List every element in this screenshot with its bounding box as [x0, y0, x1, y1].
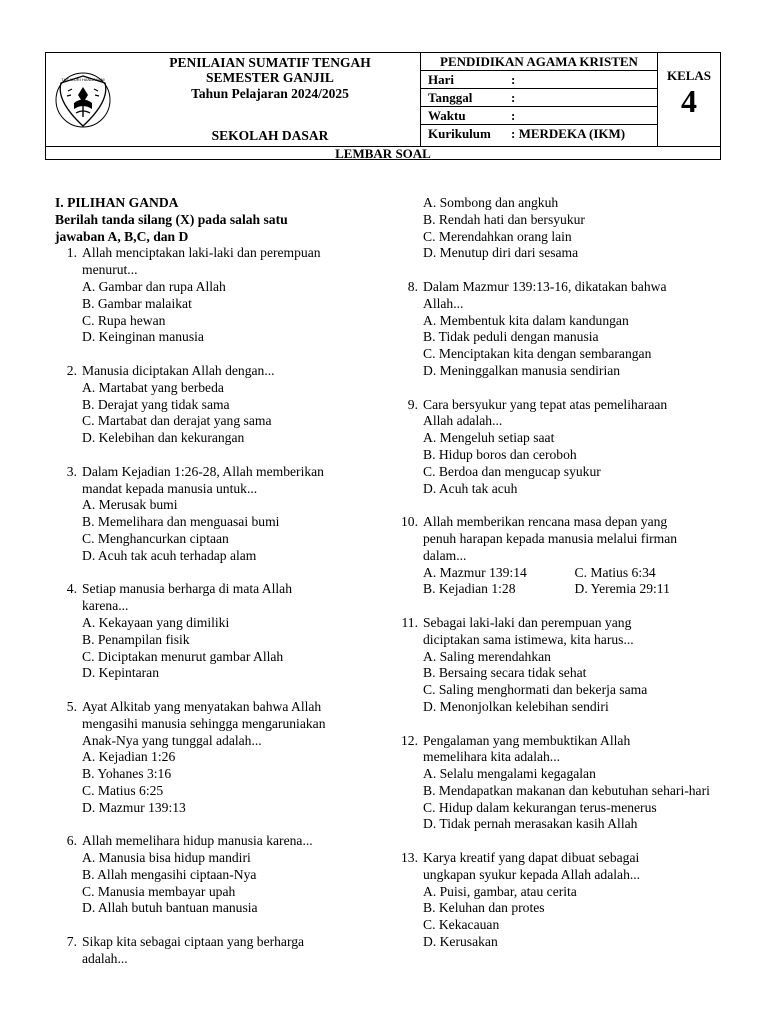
question-number: 4.: [66, 581, 77, 597]
answer-option[interactable]: D. Mazmur 139:13: [82, 799, 186, 815]
question-item: [55, 363, 395, 447]
answer-option[interactable]: C. Rupa hewan: [82, 312, 166, 328]
answer-option[interactable]: B. Hidup boros dan ceroboh: [423, 446, 577, 462]
question-number: 12.: [401, 732, 418, 748]
question-7-options: [396, 195, 726, 262]
answer-option[interactable]: D. Menutup diri dari sesama: [423, 245, 579, 261]
answer-option[interactable]: C. Matius 6:25: [82, 782, 164, 798]
left-column: [55, 195, 395, 968]
question-text: Allah memberikan rencana masa depan yang: [423, 514, 668, 530]
answer-option[interactable]: A. Gambar dan rupa Allah: [82, 278, 226, 294]
option-row: [423, 581, 726, 598]
answer-option[interactable]: B. Allah mengasihi ciptaan-Nya: [82, 866, 257, 882]
info-value: : MERDEKA (IKM): [511, 126, 626, 141]
question-item: [55, 245, 395, 346]
question-text: Cara bersyukur yang tepat atas pemeliharaan: [423, 396, 668, 412]
info-row-kurikulum: [421, 125, 657, 142]
question-text: Allah menciptakan laki-laki dan perempuan: [82, 245, 321, 261]
answer-option[interactable]: D. Tidak pernah merasakan kasih Allah: [423, 816, 638, 832]
info-value: :: [511, 72, 516, 87]
answer-option[interactable]: B. Gambar malaikat: [82, 295, 192, 311]
answer-option[interactable]: B. Derajat yang tidak sama: [82, 396, 230, 412]
question-text: mandat kepada manusia untuk...: [82, 480, 258, 496]
question-item: [396, 615, 726, 716]
answer-option[interactable]: A. Sombong dan angkuh: [423, 195, 559, 210]
question-text: Setiap manusia berharga di mata Allah: [82, 581, 293, 597]
answer-option[interactable]: D. Yeremia 29:11: [574, 581, 670, 597]
answer-option[interactable]: B. Yohanes 3:16: [82, 766, 172, 782]
question-item: [396, 733, 726, 834]
question-text: Dalam Mazmur 139:13-16, dikatakan bahwa: [423, 278, 667, 294]
answer-option[interactable]: B. Rendah hati dan bersyukur: [423, 211, 585, 227]
info-label: Tanggal: [428, 90, 473, 105]
question-text: penuh harapan kepada manusia melalui firman: [423, 530, 678, 546]
question-text: Sebagai laki-laki dan perempuan yang: [423, 614, 632, 630]
question-item: [396, 397, 726, 498]
logo-lettering: TUT WURI HANDAYANI: [61, 77, 105, 82]
answer-option[interactable]: D. Acuh tak acuh terhadap alam: [82, 547, 257, 563]
question-text: Allah memelihara hidup manusia karena...: [82, 833, 313, 849]
answer-option[interactable]: C. Kekacauan: [423, 917, 500, 933]
question-text: ungkapan syukur kepada Allah adalah...: [423, 866, 641, 882]
academic-year: Tahun Pelajaran 2024/2025: [191, 86, 349, 101]
subject-name: PENDIDIKAN AGAMA KRISTEN: [440, 54, 638, 69]
exam-title-line1: PENILAIAN SUMATIF TENGAH: [169, 55, 371, 70]
question-item: [396, 279, 726, 380]
question-number: 3.: [66, 463, 77, 479]
kelas-label: KELAS: [666, 68, 712, 83]
question-item: [396, 514, 726, 598]
kelas-block: [658, 53, 720, 146]
question-text: Allah adalah...: [423, 413, 503, 429]
question-number: 5.: [66, 698, 77, 714]
answer-option[interactable]: B. Keluhan dan protes: [423, 900, 545, 916]
logo-cell: [46, 53, 121, 146]
question-item: [396, 850, 726, 951]
question-text: adalah...: [82, 950, 128, 966]
section-title: I. PILIHAN GANDA: [55, 195, 179, 210]
answer-option[interactable]: C. Diciptakan menurut gambar Allah: [82, 648, 284, 664]
answer-option[interactable]: C. Menghancurkan ciptaan: [82, 530, 229, 546]
answer-option[interactable]: A. Saling merendahkan: [423, 648, 551, 664]
question-text: Allah...: [423, 295, 464, 311]
answer-option[interactable]: D. Allah butuh bantuan manusia: [82, 900, 258, 916]
question-item: [55, 699, 395, 817]
info-label: Hari: [428, 72, 454, 87]
answer-option[interactable]: A. Kejadian 1:26: [82, 749, 176, 765]
answer-option[interactable]: B. Mendapatkan makanan dan kebutuhan sehari-hari: [423, 782, 710, 798]
info-label: Waktu: [428, 108, 466, 123]
info-value: :: [511, 108, 516, 123]
answer-option[interactable]: D. Kerusakan: [423, 934, 498, 950]
question-number: 13.: [401, 850, 418, 866]
answer-option[interactable]: D. Keinginan manusia: [82, 329, 204, 345]
answer-option[interactable]: C. Menciptakan kita dengan sembarangan: [423, 346, 652, 362]
exam-info-block: [420, 53, 658, 146]
school-level: SEKOLAH DASAR: [211, 128, 329, 143]
info-value: :: [511, 90, 516, 105]
question-number: 8.: [407, 278, 418, 294]
question-text: Manusia diciptakan Allah dengan...: [82, 362, 275, 378]
tut-wuri-handayani-logo: [46, 53, 121, 146]
question-number: 2.: [66, 362, 77, 378]
question-item: [55, 464, 395, 565]
question-number: 11.: [401, 614, 418, 630]
question-text: Anak-Nya yang tunggal adalah...: [82, 732, 262, 748]
answer-option[interactable]: C. Martabat dan derajat yang sama: [82, 413, 272, 429]
answer-option[interactable]: A. Puisi, gambar, atau cerita: [423, 883, 577, 899]
right-column: [396, 195, 726, 951]
subject-row: [421, 53, 657, 71]
instruction-line2: jawaban A, B,C, dan D: [55, 228, 189, 244]
question-text: Dalam Kejadian 1:26-28, Allah memberikan: [82, 463, 324, 479]
question-number: 10.: [401, 514, 418, 530]
answer-option[interactable]: D. Kelebihan dan kekurangan: [82, 430, 245, 446]
answer-option[interactable]: A. Membentuk kita dalam kandungan: [423, 312, 629, 328]
answer-option[interactable]: A. Merusak bumi: [82, 497, 178, 513]
question-text: dalam...: [423, 547, 467, 563]
info-label: Kurikulum: [428, 126, 491, 141]
kelas-value: 4: [681, 83, 697, 119]
question-text: Ayat Alkitab yang menyatakan bahwa Allah: [82, 698, 322, 714]
question-item: [55, 581, 395, 682]
question-text: Sikap kita sebagai ciptaan yang berharga: [82, 934, 305, 950]
answer-option[interactable]: A. Mazmur 139:14: [423, 564, 527, 580]
answer-option[interactable]: B. Bersaing secara tidak sehat: [423, 665, 587, 681]
question-number: 7.: [66, 934, 77, 950]
answer-option[interactable]: D. Acuh tak acuh: [423, 480, 518, 496]
option-row: [423, 565, 726, 582]
question-text: karena...: [82, 598, 129, 614]
answer-option[interactable]: A. Martabat yang berbeda: [82, 379, 224, 395]
answer-option[interactable]: D. Kepintaran: [82, 665, 160, 681]
answer-option[interactable]: A. Selalu mengalami kegagalan: [423, 766, 596, 782]
question-text: memelihara kita adalah...: [423, 749, 561, 765]
question-item: [55, 934, 395, 968]
sheet-title: LEMBAR SOAL: [46, 146, 720, 161]
answer-option[interactable]: A. Mengeluh setiap saat: [423, 430, 555, 446]
question-number: 9.: [407, 396, 418, 412]
answer-option[interactable]: B. Tidak peduli dengan manusia: [423, 329, 599, 345]
question-text: diciptakan sama istimewa, kita harus...: [423, 631, 634, 647]
answer-option[interactable]: A. Manusia bisa hidup mandiri: [82, 850, 251, 866]
answer-option[interactable]: B. Penampilan fisik: [82, 631, 190, 647]
answer-option[interactable]: C. Hidup dalam kekurangan terus-menerus: [423, 799, 657, 815]
question-number: 1.: [66, 245, 77, 261]
info-row-tanggal: [421, 89, 657, 107]
answer-option[interactable]: C. Manusia membayar upah: [82, 883, 236, 899]
question-number: 6.: [66, 833, 77, 849]
answer-option[interactable]: D. Menonjolkan kelebihan sendiri: [423, 698, 609, 714]
exam-title-line2: SEMESTER GANJIL: [206, 70, 334, 85]
info-row-waktu: [421, 107, 657, 125]
exam-title-block: [121, 53, 419, 146]
answer-option[interactable]: B. Memelihara dan menguasai bumi: [82, 514, 280, 530]
answer-option[interactable]: C. Saling menghormati dan bekerja sama: [423, 682, 648, 698]
exam-header: [45, 52, 721, 160]
question-text: mengasihi manusia sehingga mengaruniakan: [82, 715, 326, 731]
question-text: Pengalaman yang membuktikan Allah: [423, 732, 631, 748]
answer-option[interactable]: C. Matius 6:34: [574, 564, 656, 580]
instruction-line1: Berilah tanda silang (X) pada salah satu: [55, 211, 288, 227]
question-text: menurut...: [82, 262, 138, 278]
info-row-hari: [421, 71, 657, 89]
answer-option[interactable]: B. Kejadian 1:28: [423, 581, 516, 597]
answer-option[interactable]: C. Berdoa dan mengucap syukur: [423, 463, 601, 479]
answer-option[interactable]: A. Kekayaan yang dimiliki: [82, 614, 230, 630]
question-item: [55, 833, 395, 917]
answer-option[interactable]: C. Merendahkan orang lain: [423, 228, 572, 244]
answer-option[interactable]: D. Meninggalkan manusia sendirian: [423, 362, 621, 378]
question-text: Karya kreatif yang dapat dibuat sebagai: [423, 850, 640, 866]
